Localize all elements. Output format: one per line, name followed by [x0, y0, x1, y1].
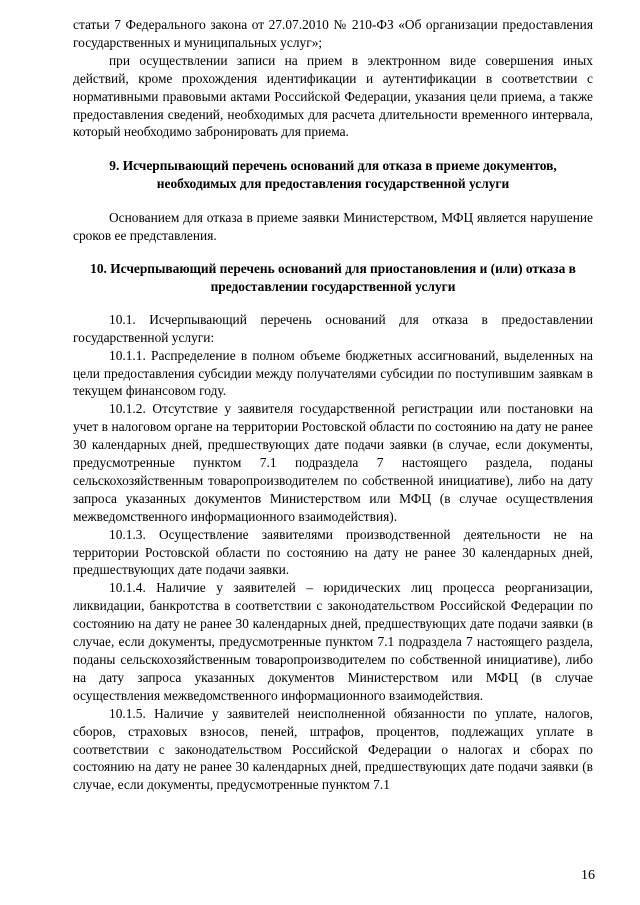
paragraph-law-reference: статьи 7 Федерального закона от 27.07.2010 № 210-ФЗ «Об организации предоставления государственных и муниципальных услуг»; — [73, 17, 593, 50]
clause-10-1-5: 10.1.5. Наличие у заявителей неисполненной обязанности по уплате, налогов, сборов, страховых взносов, пеней, штрафов, процентов, подлежащих уплате в соответствии с законодательством Российской Федерации о налогах и сборах по состоянию на дату не ранее 30 календарных дней, предшествующих дате подачи заявки (в случае, если документы, предусмотренные пунктом 7.1 — [73, 705, 593, 793]
clause-10-1-3: 10.1.3. Осуществление заявителями производственной деятельности не на территории Ростовской области по состоянию на дату не ранее 30 календарных дней, предшествующих дате подачи заявки. — [73, 526, 593, 578]
section-9-heading: 9. Исчерпывающий перечень оснований для отказа в приеме документов, необходимых для предоставления государственной услуги — [109, 158, 557, 192]
page-number: 16 — [581, 868, 595, 883]
clause-10-1-1: 10.1.1. Распределение в полном объеме бюджетных ассигнований, выделенных на цели предоставления субсидии между получателями субсидии по поступившим заявкам в текущем финансовом году. — [73, 347, 593, 399]
clause-10-1: 10.1. Исчерпывающий перечень оснований для отказа в предоставлении государственной услуги: — [73, 311, 593, 345]
section-10-heading: 10. Исчерпывающий перечень оснований для приостановления и (или) отказа в предоставлении государственной услуги — [90, 260, 576, 294]
section-9-text: Основанием для отказа в приеме заявки Министерством, МФЦ является нарушение сроков ее представления. — [73, 210, 593, 244]
clause-10-1-4: 10.1.4. Наличие у заявителей – юридических лиц процесса реорганизации, ликвидации, банкротства в соответствии с законодательством Российской Федерации по состоянию на дату не ранее 30 календарных дней, предшествующих дате подачи заявки (в случае, если документы, предусмотренные пунктом 7.1 подраздела 7 настоящего раздела, поданы сельскохозяйственным товаропроизводителем по собственной инициативе), либо на дату запроса указанных документов Министерством или МФЦ (в случае осуществления межведомственного информационного взаимодействия. — [73, 580, 593, 703]
paragraph-electronic-record: при осуществлении записи на прием в электронном виде совершения иных действий, кроме прохождения идентификации и аутентификации в соответствии с нормативными правовыми актами Российской Федерации, указания цели приема, а также предоставления сведений, необходимых для расчета длительности временного интервала, который необходимо забронировать для приема. — [73, 52, 593, 140]
clause-10-1-2: 10.1.2. Отсутствие у заявителя государственной регистрации или постановки на учет в налоговом органе на территории Ростовской области по состоянию на дату не ранее 30 календарных дней, предшествующих дате подачи заявки (в случае, если документы, предусмотренные пунктом 7.1 подраздела 7 настоящего раздела, поданы сельскохозяйственным товаропроизводителем по собственной инициативе), либо на дату запроса указанных документов Министерством или МФЦ (в случае осуществления межведомственного информационного взаимодействия). — [73, 401, 593, 524]
page-content — [73, 16, 593, 794]
